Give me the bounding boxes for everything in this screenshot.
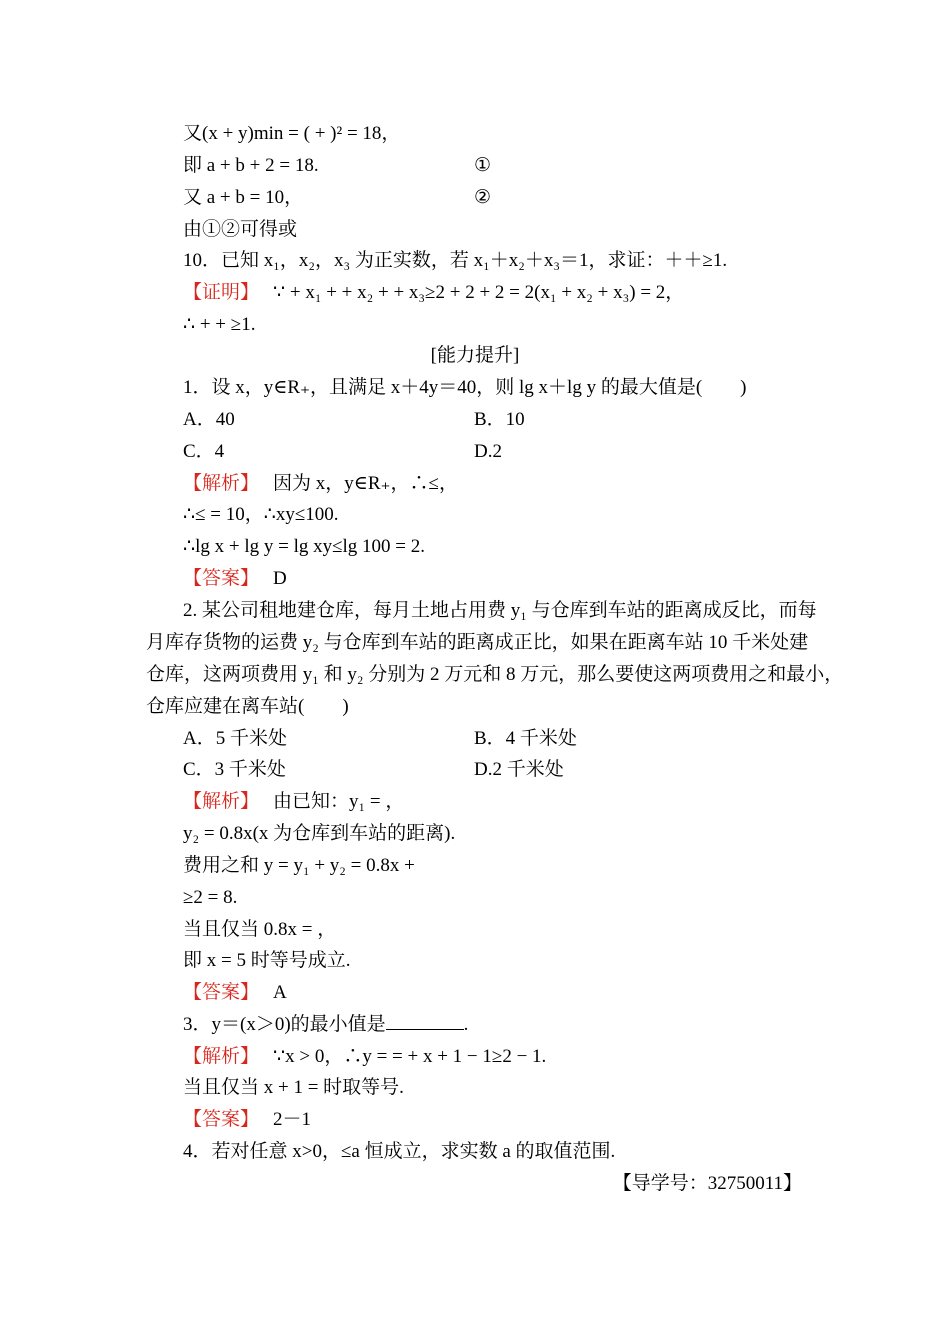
text-line: 当且仅当 0.8x = ，	[183, 919, 337, 940]
proof-tag: 【证明】	[183, 282, 260, 303]
option-b: B．4 千米处	[474, 728, 577, 749]
question-1: 1．设 x，y∈R₊，且满足 x＋4y＝40，则 lg x＋lg y 的最大值是( )	[183, 377, 747, 398]
text-line: ∴ + + ≥1.	[183, 314, 256, 335]
analysis-tag: 【解析】	[183, 1046, 260, 1067]
analysis-tag: 【解析】	[183, 791, 260, 812]
answer-text: D	[273, 568, 287, 589]
answer-tag: 【答案】	[183, 568, 260, 589]
answer-line	[183, 1110, 311, 1129]
text-line: 由①②可得或	[183, 219, 298, 240]
analysis-text: 因为 x，y∈R₊，∴≤，	[273, 473, 458, 494]
analysis-text: 由已知：y₁ = ，	[273, 791, 405, 812]
analysis-line	[183, 1047, 546, 1066]
option-c: C．4	[183, 441, 225, 462]
question-3-end: .	[463, 1014, 469, 1035]
guide-number: 【导学号：32750011】	[612, 1173, 802, 1194]
answer-tag: 【答案】	[183, 1109, 260, 1130]
section-heading: [能力提升]	[430, 345, 520, 366]
text-line: 又(x + y)min = ( + )² = 18，	[183, 123, 401, 144]
option-b: B．10	[474, 409, 525, 430]
answer-tag: 【答案】	[183, 982, 260, 1003]
question-3-text: 3．y＝(x＞0)的最小值是	[183, 1014, 386, 1035]
question-3	[183, 1015, 468, 1034]
option-d: D.2 千米处	[474, 759, 564, 780]
answer-blank	[386, 1028, 464, 1030]
text-line: y₂ = 0.8x(x 为仓库到车站的距离).	[183, 823, 456, 844]
analysis-tag: 【解析】	[183, 473, 260, 494]
question-4: 4．若对任意 x>0，≤a 恒成立，求实数 a 的取值范围.	[183, 1141, 616, 1162]
equation-marker: ①	[474, 155, 492, 176]
analysis-text: ∵x > 0，∴y = = + x + 1 − 1≥2 − 1.	[273, 1046, 547, 1067]
answer-text: A	[273, 982, 287, 1003]
text-line: ∴≤ = 10，∴xy≤100.	[183, 504, 339, 525]
question-10: 10．已知 x₁，x₂，x₃ 为正实数，若 x₁＋x₂＋x₃＝1，求证：＋＋≥1.	[183, 250, 728, 271]
answer-line	[183, 983, 287, 1002]
text-line: 费用之和 y = y₁ + y₂ = 0.8x +	[183, 855, 415, 876]
answer-line	[183, 569, 287, 588]
text-line: ∴lg x + lg y = lg xy≤lg 100 = 2.	[183, 536, 426, 557]
option-d: D.2	[474, 441, 502, 462]
analysis-line	[183, 792, 404, 811]
option-a: A．40	[183, 409, 235, 430]
text-line: 即 a + b + 2 = 18.	[183, 155, 319, 176]
proof-text: ∵ + x₁ + + x₂ + + x₃≥2 + 2 + 2 = 2(x₁ + x₂ + x₃) = 2，	[273, 282, 685, 303]
answer-text: 2－1	[273, 1109, 312, 1130]
text-line: 又 a + b = 10，	[183, 187, 304, 208]
text-line: 仓库应建在离车站( )	[146, 696, 349, 717]
text-line: 当且仅当 x + 1 = 时取等号.	[183, 1077, 404, 1098]
text-line: 仓库，这两项费用 y₁ 和 y₂ 分别为 2 万元和 8 万元，那么要使这两项费用之和最小，	[146, 664, 844, 685]
text-line: ≥2 = 8.	[183, 887, 238, 908]
question-2: 2. 某公司租地建仓库，每月土地占用费 y₁ 与仓库到车站的距离成反比，而每	[183, 600, 817, 621]
equation-marker: ②	[474, 187, 492, 208]
option-a: A．5 千米处	[183, 728, 287, 749]
analysis-line	[183, 474, 458, 493]
text-line: 即 x = 5 时等号成立.	[183, 950, 351, 971]
text-line: 月库存货物的运费 y₂ 与仓库到车站的距离成正比，如果在距离车站 10 千米处建	[146, 632, 809, 653]
option-c: C．3 千米处	[183, 759, 286, 780]
proof-line	[183, 283, 684, 302]
